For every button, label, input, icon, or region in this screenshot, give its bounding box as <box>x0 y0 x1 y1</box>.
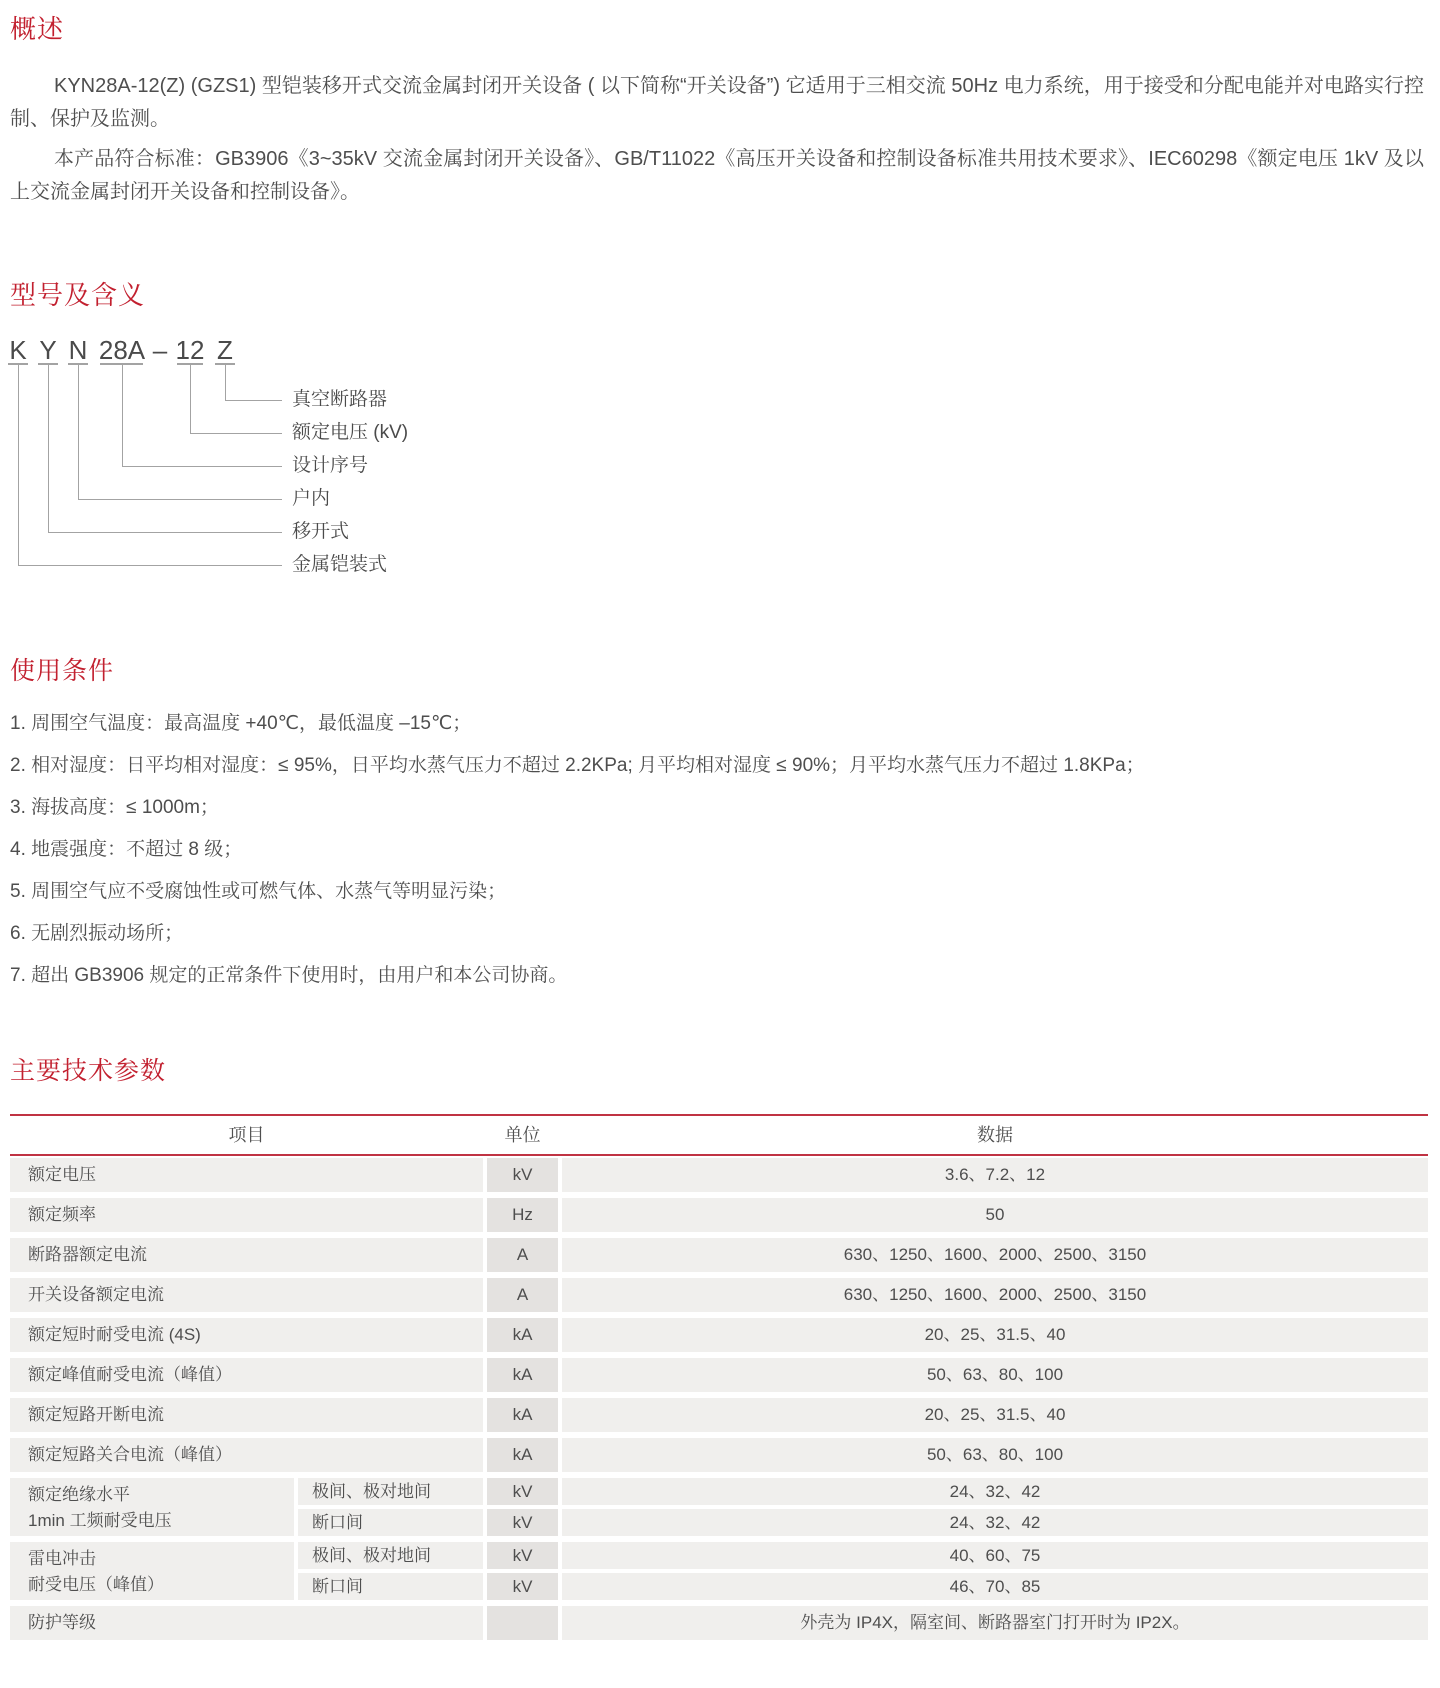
subrow-label: 断口间 <box>298 1573 483 1600</box>
code-label-design-serial: 设计序号 <box>292 455 369 476</box>
connector-hline-Z <box>225 400 282 401</box>
row-unit: A <box>487 1278 558 1312</box>
connector-hline-28A <box>122 466 282 467</box>
row-unit: kA <box>487 1358 558 1392</box>
subrow-unit: kV <box>487 1509 558 1536</box>
code-part-K: K <box>9 335 27 365</box>
subrow-data: 46、70、85 <box>562 1573 1428 1600</box>
parameters-heading: 主要技术参数 <box>10 1057 167 1085</box>
subrow-label: 极间、极对地间 <box>298 1542 483 1569</box>
row-unit: A <box>487 1238 558 1272</box>
code-label-metal-clad: 金属铠装式 <box>292 554 388 575</box>
subrow-unit: kV <box>487 1542 558 1569</box>
code-label-rated-voltage: 额定电压 (kV) <box>292 422 409 443</box>
row-data: 50 <box>562 1198 1428 1232</box>
connector-hline-K <box>18 565 282 566</box>
overview-heading: 概述 <box>10 14 65 44</box>
condition-item-2: 2. 相对湿度：日平均相对湿度：≤ 95%，日平均水蒸气压力不超过 2.2KPa; 月平均相对湿度 ≤ 90%；月平均水蒸气压力不超过 1.8KPa； <box>10 755 1145 776</box>
code-part-28A: 28A <box>98 335 146 365</box>
table-subrow <box>298 1542 1428 1569</box>
row-data: 50、63、80、100 <box>562 1358 1428 1392</box>
model-heading: 型号及含义 <box>10 280 146 310</box>
overview-paragraph-1: KYN28A-12(Z) (GZS1) 型铠装移开式交流金属封闭开关设备 ( 以下简称“开关设备”) 它适用于三相交流 50Hz 电力系统，用于接受和分配电能并对电路实行控制、保护及监测。 <box>10 75 1424 130</box>
table-group-insulation-level <box>10 1478 1428 1536</box>
code-part-Y: Y <box>39 335 57 365</box>
table-header-rule <box>10 1154 1428 1156</box>
table-row <box>10 1198 1428 1232</box>
table-subrow <box>298 1509 1428 1536</box>
connector-vline-28A <box>122 364 123 466</box>
subrow-data: 24、32、42 <box>562 1509 1428 1536</box>
table-header-unit: 单位 <box>504 1125 541 1145</box>
table-row <box>10 1398 1428 1432</box>
parameters-table <box>10 1114 1428 1640</box>
table-row <box>10 1158 1428 1192</box>
row-data: 20、25、31.5、40 <box>562 1398 1428 1432</box>
table-group-lightning-impulse <box>10 1542 1428 1600</box>
row-item-label: 防护等级 <box>10 1606 483 1640</box>
row-item-label: 断路器额定电流 <box>10 1238 483 1272</box>
row-unit: kA <box>487 1398 558 1432</box>
row-data: 外壳为 IP4X，隔室间、断路器室门打开时为 IP2X。 <box>562 1606 1428 1640</box>
table-row <box>10 1318 1428 1352</box>
row-item-label: 额定短路开断电流 <box>10 1398 483 1432</box>
code-part-12: 12 <box>175 335 205 365</box>
table-row <box>10 1278 1428 1312</box>
table-header-row <box>10 1116 1428 1154</box>
row-data: 630、1250、1600、2000、2500、3150 <box>562 1278 1428 1312</box>
table-header-data: 数据 <box>977 1125 1013 1145</box>
condition-item-7: 7. 超出 GB3906 规定的正常条件下使用时，由用户和本公司协商。 <box>10 965 568 986</box>
row-item-label: 开关设备额定电流 <box>10 1278 483 1312</box>
condition-item-3: 3. 海拔高度：≤ 1000m； <box>10 797 219 818</box>
group-item-line1: 雷电冲击 <box>28 1549 96 1568</box>
overview-paragraph-2: 本产品符合标准：GB3906《3~35kV 交流金属封闭开关设备》、GB/T11022《高压开关设备和控制设备标准共用技术要求》、IEC60298《额定电压 1kV 及以上交流金属封闭开关设备和控制设备》。 <box>10 148 1424 203</box>
connector-vline-N <box>78 364 79 499</box>
condition-item-6: 6. 无剧烈振动场所； <box>10 923 184 944</box>
connector-hline-N <box>78 499 282 500</box>
code-part-dash: – <box>152 335 168 365</box>
group-item-label <box>10 1542 294 1600</box>
row-item-label: 额定电压 <box>10 1158 483 1192</box>
row-item-label: 额定短路关合电流（峰值） <box>10 1438 483 1472</box>
table-subrow <box>298 1478 1428 1505</box>
group-item-line1: 额定绝缘水平 <box>28 1485 130 1504</box>
connector-vline-K <box>18 364 19 565</box>
connector-vline-12 <box>190 364 191 433</box>
subrow-label: 断口间 <box>298 1509 483 1536</box>
connector-hline-12 <box>190 433 282 434</box>
row-item-label: 额定频率 <box>10 1198 483 1232</box>
group-item-label <box>10 1478 294 1536</box>
table-row <box>10 1358 1428 1392</box>
subrow-data: 24、32、42 <box>562 1478 1428 1505</box>
connector-vline-Z <box>225 364 226 400</box>
row-item-label: 额定峰值耐受电流（峰值） <box>10 1358 483 1392</box>
group-subrows <box>298 1542 1428 1600</box>
row-data: 20、25、31.5、40 <box>562 1318 1428 1352</box>
subrow-unit: kV <box>487 1478 558 1505</box>
connector-vline-Y <box>48 364 49 532</box>
subrow-unit: kV <box>487 1573 558 1600</box>
group-subrows <box>298 1478 1428 1536</box>
connector-hline-Y <box>48 532 282 533</box>
table-header-item: 项目 <box>228 1125 265 1145</box>
row-data: 630、1250、1600、2000、2500、3150 <box>562 1238 1428 1272</box>
row-unit: kA <box>487 1318 558 1352</box>
group-item-line2: 耐受电压（峰值） <box>28 1575 164 1594</box>
group-item-line2: 1min 工频耐受电压 <box>28 1511 172 1530</box>
row-unit: Hz <box>487 1198 558 1232</box>
condition-item-4: 4. 地震强度：不超过 8 级； <box>10 839 243 860</box>
condition-item-1: 1. 周围空气温度：最高温度 +40℃，最低温度 –15℃； <box>10 713 472 734</box>
row-unit <box>487 1606 558 1640</box>
conditions-heading: 使用条件 <box>10 657 115 685</box>
code-label-vacuum-breaker: 真空断路器 <box>292 389 388 410</box>
table-subrow <box>298 1573 1428 1600</box>
code-label-indoor: 户内 <box>292 488 331 509</box>
model-code-diagram <box>0 336 760 591</box>
conditions-list <box>10 703 1430 997</box>
condition-item-5: 5. 周围空气应不受腐蚀性或可燃气体、水蒸气等明显污染； <box>10 881 507 902</box>
code-part-Z: Z <box>217 335 233 365</box>
row-unit: kA <box>487 1438 558 1472</box>
row-data: 50、63、80、100 <box>562 1438 1428 1472</box>
table-row <box>10 1438 1428 1472</box>
table-row-protection-degree <box>10 1606 1428 1640</box>
code-label-withdrawable: 移开式 <box>292 521 350 542</box>
code-part-N: N <box>68 335 88 365</box>
row-item-label: 额定短时耐受电流 (4S) <box>10 1318 483 1352</box>
row-data: 3.6、7.2、12 <box>562 1158 1428 1192</box>
table-row <box>10 1238 1428 1272</box>
subrow-data: 40、60、75 <box>562 1542 1428 1569</box>
row-unit: kV <box>487 1158 558 1192</box>
subrow-label: 极间、极对地间 <box>298 1478 483 1505</box>
